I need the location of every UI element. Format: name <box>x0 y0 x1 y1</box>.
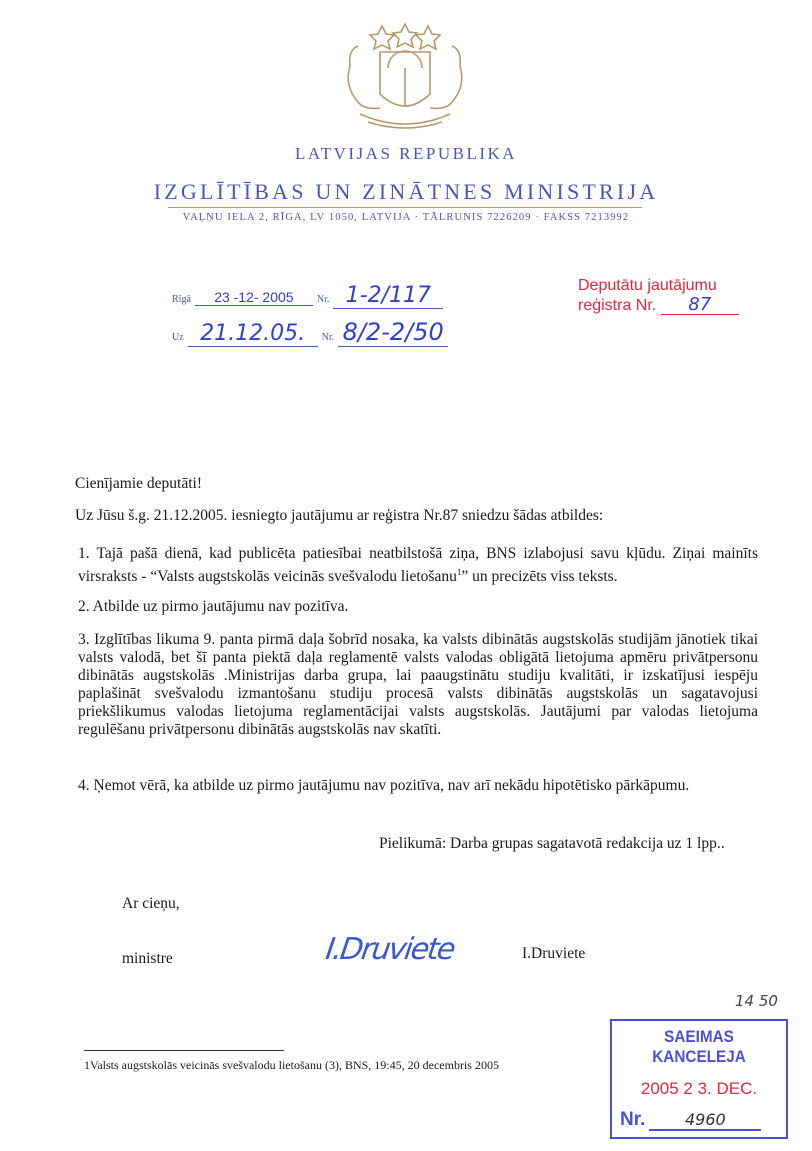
letter-date: 23 -12- 2005 <box>195 289 313 306</box>
item-text: Izglītības likuma 9. panta pirmā daļa šobrīd nosaka, ka valsts dibinātās augstskolās studijām jānotiek tikai valsts valodā, bet šī panta piektā daļa reglamentē valsts valodas obligātā lietojuma apmēru privātpersonu dibinātās augstskolās .Ministrijas darba grupa, lai paaugstinātu studiju kvalitāti, ir izskatījusi iespēju paplašināt svešvalodu izmantošanu studiju procesā valsts dibinātās augstskolās un sagatavojusi priekšlikumus valodas lietojuma reglamentācijai valsts augstskolās. Jautājumi par valodas lietojuma regulēšanu privātpersonu dibinātās augstskolās nav skatīti. <box>78 631 759 738</box>
answer-item-2 <box>78 598 348 616</box>
answer-item-4 <box>78 777 689 795</box>
registry-stamp-line2: reģistra Nr. <box>578 297 657 314</box>
footnote-divider <box>84 1050 284 1051</box>
intro-paragraph: Uz Jūsu š.g. 21.12.2005. iesniegto jautājumu ar reģistra Nr.87 sniedzu šādas atbildes: <box>75 507 604 524</box>
place-label: Rīgā <box>172 294 191 305</box>
ministry-heading: IZGLĪTĪBAS UN ZINĀTNES MINISTRIJA <box>153 179 659 204</box>
reference-line-1 <box>172 283 443 309</box>
item-number: 4. <box>78 777 90 794</box>
registry-stamp <box>578 276 739 315</box>
item-number: 2. <box>78 598 90 615</box>
item-text: Ņemot vērā, ka atbilde uz pirmo jautājumu nav pozitīva, nav arī nekādu hipotētisko pārkāpumu. <box>93 777 690 794</box>
country-heading: LATVIJAS REPUBLIKA <box>294 144 518 163</box>
closing: Ar cieņu, <box>122 895 180 912</box>
signature: I.Druviete <box>323 932 457 967</box>
to-nr-label: Nr. <box>321 332 335 343</box>
answer-item-1 <box>78 545 758 586</box>
item-number: 3. <box>78 631 90 648</box>
coat-of-arms-icon <box>330 22 480 134</box>
answer-item-3 <box>78 631 758 739</box>
attachment-note: Pielikumā: Darba grupas sagatavotā redakcija uz 1 lpp.. <box>379 835 725 852</box>
to-label: Uz <box>172 332 184 343</box>
letter-number: 1-2/117 <box>333 283 443 309</box>
item-text-end: ” un precizēts viss teksts. <box>461 568 618 586</box>
item-text: Atbilde uz pirmo jautājumu nav pozitīva. <box>92 598 349 615</box>
letterhead-divider <box>168 207 642 208</box>
salutation: Cienījamie deputāti! <box>75 475 202 492</box>
footnote-ref: 1 <box>456 567 462 577</box>
ministry-address: VAĻŅU IELA 2, RĪGA, LV 1050, LATVIJA · TĀLRUNIS 7226209 · FAKSS 7213992 <box>182 212 630 223</box>
handwritten-time: 14 50 <box>735 992 778 1010</box>
item-number: 1. <box>78 545 90 562</box>
stamp-title: SAEIMAS KANCELEJA <box>652 1027 746 1066</box>
stamp-number: 4960 <box>649 1110 761 1131</box>
registry-number: 87 <box>661 295 739 315</box>
signer-title: ministre <box>122 950 173 967</box>
reference-line-2 <box>172 318 448 347</box>
stamp-nr-label: Nr. <box>620 1109 646 1130</box>
nr-label: Nr. <box>316 294 330 305</box>
item-text: Tajā pašā dienā, kad publicēta patiesībai neatbilstošā ziņa, BNS izlabojusi savu kļūdu. Ziņai mainīts virsraksts - “Valsts augstskolās veicinās svešvalodu lietošanu <box>78 545 758 586</box>
to-number: 8/2-2/50 <box>338 318 448 347</box>
signer-name: I.Druviete <box>522 945 586 962</box>
saeima-stamp <box>610 1019 788 1139</box>
stamp-date: 2005 2 3. DEC. <box>640 1079 758 1098</box>
registry-stamp-line1: Deputātu jautājumu <box>578 277 717 294</box>
to-date: 21.12.05. <box>188 321 318 347</box>
footnote: 1Valsts augstskolās veicinās svešvalodu lietošanu (3), BNS, 19:45, 20 decembris 2005 <box>84 1058 499 1072</box>
